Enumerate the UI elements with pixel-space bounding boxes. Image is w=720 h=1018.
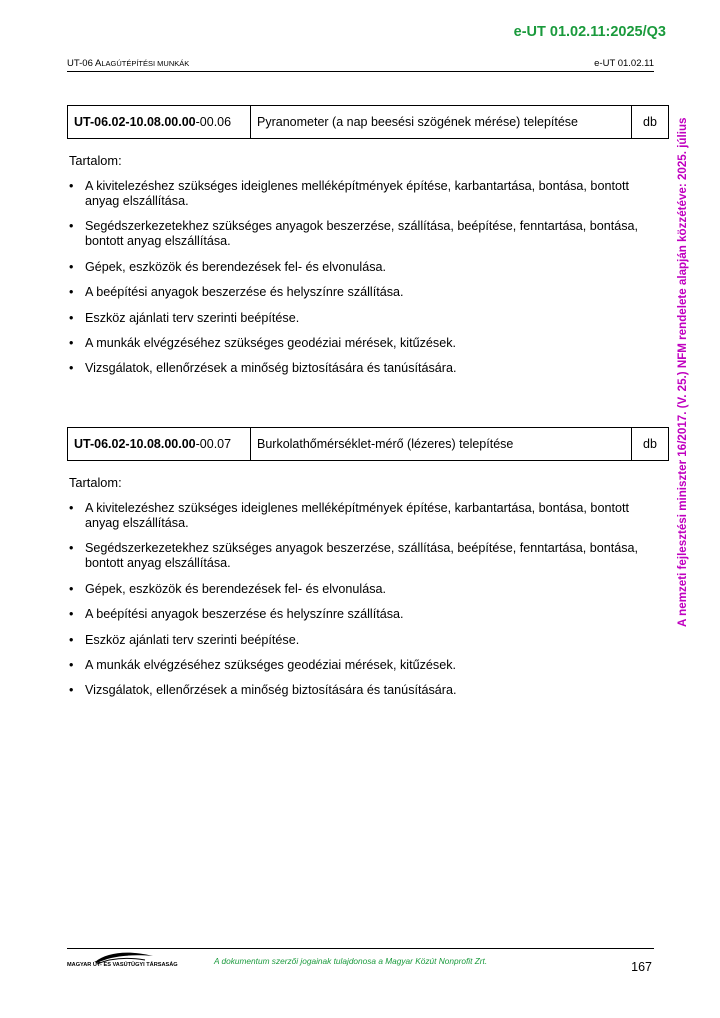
work-item-unit: db bbox=[632, 106, 669, 139]
header-doc-ref: e-UT 01.02.11 bbox=[594, 58, 654, 69]
chapter-title-prefix: UT-06 A bbox=[67, 58, 102, 69]
society-logo-icon bbox=[67, 950, 167, 972]
work-item-code-suffix: -00.07 bbox=[195, 437, 232, 451]
list-item-text: A kivitelezéshez szükséges ideiglenes melléképítmények építése, karbantartása, bontása, bontott anyag elszállítása. bbox=[85, 179, 629, 208]
bullet-icon: • bbox=[69, 335, 74, 350]
list-item-text: Segédszerkezetekhez szükséges anyagok beszerzése, szállítása, beépítése, fenntartása, bontása, bontott anyag elszállítása. bbox=[85, 541, 639, 571]
list-item bbox=[67, 260, 645, 275]
content-list bbox=[67, 179, 669, 376]
list-item-text: A beépítési anyagok beszerzése és helyszínre szállítása. bbox=[85, 607, 404, 622]
work-item-section-1 bbox=[67, 105, 669, 387]
list-item-text: Gépek, eszközök és berendezések fel- és elvonulása. bbox=[85, 259, 387, 274]
list-item bbox=[67, 658, 645, 673]
page-number: 167 bbox=[631, 960, 652, 974]
list-item-text: A beépítési anyagok beszerzése és helyszínre szállítása. bbox=[85, 285, 404, 300]
list-item bbox=[67, 582, 645, 597]
bullet-icon: • bbox=[69, 541, 74, 556]
list-item bbox=[67, 361, 645, 376]
list-item bbox=[67, 179, 645, 209]
bullet-icon: • bbox=[69, 501, 74, 515]
list-item-text: Vizsgálatok, ellenőrzések a minőség biztosítására és tanúsítására. bbox=[85, 361, 457, 376]
bullet-icon: • bbox=[69, 310, 74, 325]
society-logo-text: MAGYAR ÚT- ÉS VASÚTÜGYI TÁRSASÁG bbox=[67, 962, 178, 968]
list-item bbox=[67, 683, 645, 698]
bullet-icon: • bbox=[69, 179, 74, 193]
list-item bbox=[67, 541, 645, 571]
bullet-icon: • bbox=[69, 285, 74, 300]
list-item bbox=[67, 336, 645, 351]
work-item-code-main: UT-06.02-10.08.00.00 bbox=[74, 437, 196, 451]
work-item-section-2 bbox=[67, 427, 669, 709]
bullet-icon: • bbox=[69, 361, 74, 376]
bullet-icon: • bbox=[69, 657, 74, 672]
work-item-code-main: UT-06.02-10.08.00.00 bbox=[74, 115, 196, 129]
bullet-icon: • bbox=[69, 683, 74, 698]
list-item bbox=[67, 311, 645, 326]
list-item-text: Vizsgálatok, ellenőrzések a minőség biztosítására és tanúsítására. bbox=[85, 683, 457, 698]
chapter-title bbox=[67, 58, 189, 69]
list-item-text: Eszköz ajánlati terv szerinti beépítése. bbox=[85, 632, 300, 647]
list-item bbox=[67, 607, 645, 622]
work-item-code bbox=[68, 106, 251, 139]
list-item bbox=[67, 501, 645, 531]
work-item-header-table bbox=[67, 105, 669, 139]
work-item-title: Burkolathőmérséklet-mérő (lézeres) telepítése bbox=[251, 428, 632, 461]
content-list bbox=[67, 501, 669, 698]
work-item-title: Pyranometer (a nap beesési szögének mérése) telepítése bbox=[251, 106, 632, 139]
document-code: e-UT 01.02.11:2025/Q3 bbox=[513, 24, 666, 40]
list-item-text: Eszköz ajánlati terv szerinti beépítése. bbox=[85, 310, 300, 325]
bullet-icon: • bbox=[69, 632, 74, 647]
list-item-text: A munkák elvégzéséhez szükséges geodéziai mérések, kitűzések. bbox=[85, 335, 457, 350]
list-item-text: A munkák elvégzéséhez szükséges geodéziai mérések, kitűzések. bbox=[85, 657, 457, 672]
chapter-title-small: LAGÚTÉPÍTÉSI MUNKÁK bbox=[101, 59, 190, 68]
list-item bbox=[67, 633, 645, 648]
work-item-unit: db bbox=[632, 428, 669, 461]
work-item-code bbox=[68, 428, 251, 461]
list-item-text: A kivitelezéshez szükséges ideiglenes melléképítmények építése, karbantartása, bontása, bontott anyag elszállítása. bbox=[85, 501, 629, 530]
list-item-text: Gépek, eszközök és berendezések fel- és elvonulása. bbox=[85, 581, 387, 596]
content-label: Tartalom: bbox=[69, 153, 122, 168]
list-item bbox=[67, 285, 645, 300]
list-item-text: Segédszerkezetekhez szükséges anyagok beszerzése, szállítása, beépítése, fenntartása, bontása, bontott anyag elszállítása. bbox=[85, 219, 639, 249]
bullet-icon: • bbox=[69, 219, 74, 234]
work-item-code-suffix: -00.06 bbox=[195, 115, 232, 129]
work-item-header-table bbox=[67, 427, 669, 461]
copyright-notice: A dokumentum szerzői jogainak tulajdonosa a Magyar Közút Nonprofit Zrt. bbox=[214, 956, 488, 966]
bullet-icon: • bbox=[69, 259, 74, 274]
bullet-icon: • bbox=[69, 607, 74, 622]
list-item bbox=[67, 219, 645, 249]
running-header bbox=[67, 58, 654, 72]
content-label: Tartalom: bbox=[69, 475, 122, 490]
bullet-icon: • bbox=[69, 581, 74, 596]
side-publication-note: A nemzeti fejlesztési miniszter 16/2017. (V. 25.) NFM rendelete alapján közzétéve: 2025. július bbox=[676, 117, 689, 627]
footer-divider bbox=[67, 948, 654, 949]
